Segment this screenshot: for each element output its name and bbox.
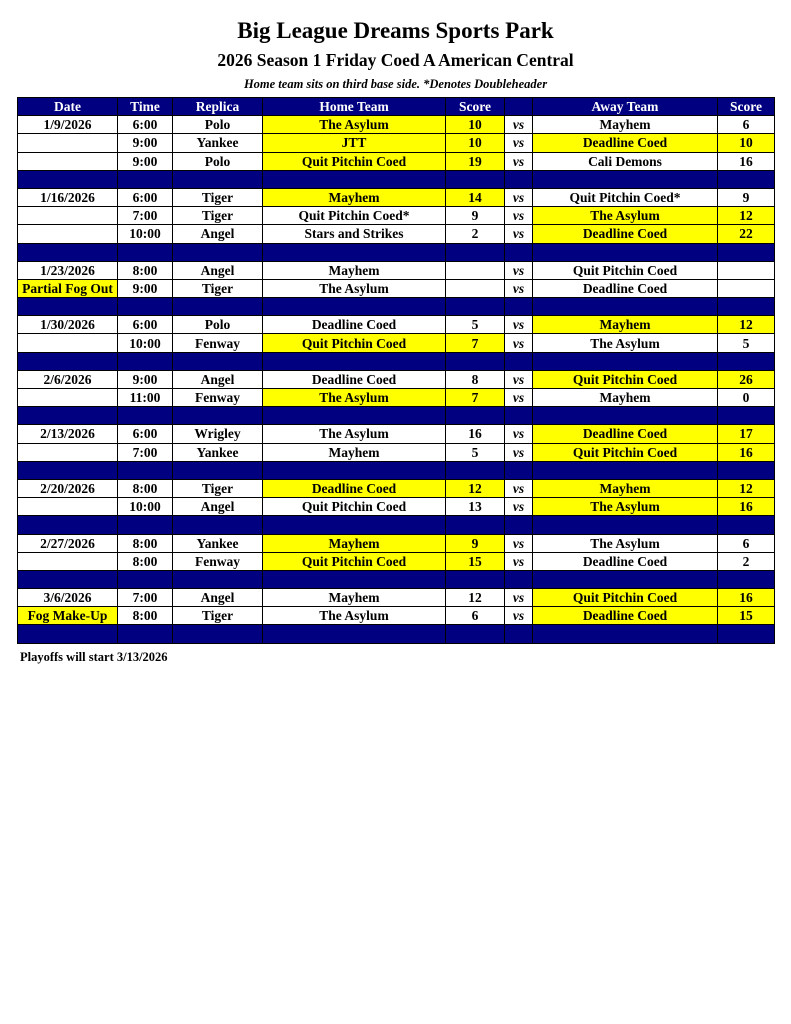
- separator-cell: [446, 298, 505, 316]
- cell-time: 9:00: [118, 134, 173, 152]
- cell-home-team: Deadline Coed: [263, 370, 446, 388]
- separator-cell: [505, 298, 533, 316]
- cell-vs: vs: [505, 370, 533, 388]
- separator-cell: [533, 570, 718, 588]
- cell-vs: vs: [505, 389, 533, 407]
- separator-cell: [18, 170, 118, 188]
- cell-home-score: 5: [446, 316, 505, 334]
- cell-replica: Angel: [173, 261, 263, 279]
- cell-replica: Fenway: [173, 334, 263, 352]
- separator-row: [18, 625, 775, 643]
- separator-cell: [118, 625, 173, 643]
- cell-time: 7:00: [118, 207, 173, 225]
- table-header-row: [18, 98, 775, 116]
- cell-date: 2/13/2026: [18, 425, 118, 443]
- cell-home-score: 16: [446, 425, 505, 443]
- column-header-time: Time: [118, 98, 173, 116]
- cell-home-score: 10: [446, 116, 505, 134]
- cell-date: 2/27/2026: [18, 534, 118, 552]
- cell-away-score: 26: [718, 370, 775, 388]
- separator-cell: [173, 170, 263, 188]
- cell-home-score: [446, 261, 505, 279]
- cell-time: 9:00: [118, 152, 173, 170]
- separator-cell: [533, 298, 718, 316]
- separator-cell: [118, 352, 173, 370]
- separator-cell: [118, 298, 173, 316]
- cell-vs: vs: [505, 279, 533, 297]
- separator-cell: [718, 461, 775, 479]
- cell-away-team: Quit Pitchin Coed: [533, 261, 718, 279]
- cell-home-team: Deadline Coed: [263, 479, 446, 497]
- cell-vs: vs: [505, 116, 533, 134]
- cell-home-team: The Asylum: [263, 279, 446, 297]
- playoffs-note: Playoffs will start 3/13/2026: [20, 650, 168, 664]
- cell-away-team: Mayhem: [533, 389, 718, 407]
- table-row: [18, 425, 775, 443]
- separator-cell: [446, 352, 505, 370]
- separator-cell: [446, 170, 505, 188]
- cell-home-score: 12: [446, 479, 505, 497]
- separator-cell: [505, 407, 533, 425]
- cell-away-team: Deadline Coed: [533, 225, 718, 243]
- cell-home-score: 19: [446, 152, 505, 170]
- separator-row: [18, 407, 775, 425]
- separator-cell: [173, 625, 263, 643]
- table-row: [18, 116, 775, 134]
- cell-vs: vs: [505, 334, 533, 352]
- cell-home-score: 15: [446, 552, 505, 570]
- separator-row: [18, 516, 775, 534]
- schedule-body: [18, 116, 775, 643]
- doubleheader-note: Home team sits on third base side. *Denotes Doubleheader: [243, 77, 548, 91]
- cell-home-team: Mayhem: [263, 188, 446, 206]
- cell-vs: vs: [505, 607, 533, 625]
- separator-cell: [718, 625, 775, 643]
- cell-away-score: 22: [718, 225, 775, 243]
- cell-time: 9:00: [118, 370, 173, 388]
- cell-replica: Yankee: [173, 534, 263, 552]
- cell-time: 9:00: [118, 279, 173, 297]
- separator-cell: [505, 352, 533, 370]
- page-title: Big League Dreams Sports Park: [237, 18, 554, 43]
- separator-cell: [263, 352, 446, 370]
- cell-date: [18, 334, 118, 352]
- separator-cell: [505, 516, 533, 534]
- cell-home-team: Mayhem: [263, 261, 446, 279]
- cell-away-team: Deadline Coed: [533, 134, 718, 152]
- cell-away-score: 16: [718, 498, 775, 516]
- cell-vs: vs: [505, 152, 533, 170]
- separator-cell: [18, 461, 118, 479]
- separator-cell: [263, 461, 446, 479]
- cell-date: Partial Fog Out: [18, 279, 118, 297]
- separator-cell: [18, 243, 118, 261]
- table-row: [18, 334, 775, 352]
- cell-vs: vs: [505, 498, 533, 516]
- table-row: [18, 370, 775, 388]
- separator-cell: [173, 243, 263, 261]
- cell-home-team: Quit Pitchin Coed: [263, 334, 446, 352]
- cell-date: 2/20/2026: [18, 479, 118, 497]
- separator-cell: [18, 516, 118, 534]
- cell-home-team: Mayhem: [263, 589, 446, 607]
- separator-cell: [18, 625, 118, 643]
- cell-vs: vs: [505, 134, 533, 152]
- cell-replica: Polo: [173, 116, 263, 134]
- page-subtitle: 2026 Season 1 Friday Coed A American Central: [217, 50, 574, 70]
- cell-home-team: The Asylum: [263, 116, 446, 134]
- cell-replica: Angel: [173, 498, 263, 516]
- cell-home-team: Quit Pitchin Coed*: [263, 207, 446, 225]
- cell-away-score: 9: [718, 188, 775, 206]
- cell-time: 10:00: [118, 334, 173, 352]
- cell-home-score: 9: [446, 534, 505, 552]
- separator-cell: [505, 243, 533, 261]
- cell-time: 10:00: [118, 498, 173, 516]
- separator-cell: [173, 570, 263, 588]
- cell-time: 11:00: [118, 389, 173, 407]
- cell-away-team: Quit Pitchin Coed*: [533, 188, 718, 206]
- cell-replica: Tiger: [173, 479, 263, 497]
- separator-cell: [446, 625, 505, 643]
- cell-date: Fog Make-Up: [18, 607, 118, 625]
- cell-replica: Polo: [173, 316, 263, 334]
- separator-cell: [173, 516, 263, 534]
- cell-away-team: Mayhem: [533, 479, 718, 497]
- cell-date: [18, 552, 118, 570]
- separator-row: [18, 352, 775, 370]
- separator-cell: [718, 516, 775, 534]
- separator-cell: [118, 570, 173, 588]
- cell-replica: Polo: [173, 152, 263, 170]
- cell-away-team: Deadline Coed: [533, 552, 718, 570]
- cell-home-score: 6: [446, 607, 505, 625]
- separator-cell: [18, 352, 118, 370]
- cell-home-score: 9: [446, 207, 505, 225]
- cell-date: [18, 443, 118, 461]
- cell-replica: Yankee: [173, 443, 263, 461]
- cell-vs: vs: [505, 534, 533, 552]
- cell-vs: vs: [505, 316, 533, 334]
- cell-date: [18, 389, 118, 407]
- table-row: [18, 552, 775, 570]
- separator-cell: [18, 298, 118, 316]
- cell-date: 1/16/2026: [18, 188, 118, 206]
- cell-replica: Angel: [173, 589, 263, 607]
- cell-away-score: 2: [718, 552, 775, 570]
- cell-time: 6:00: [118, 425, 173, 443]
- cell-home-score: 14: [446, 188, 505, 206]
- cell-away-team: Mayhem: [533, 316, 718, 334]
- table-row: [18, 316, 775, 334]
- column-header-away-score: Score: [718, 98, 775, 116]
- cell-home-team: Quit Pitchin Coed: [263, 552, 446, 570]
- cell-replica: Fenway: [173, 552, 263, 570]
- table-row: [18, 498, 775, 516]
- separator-row: [18, 570, 775, 588]
- cell-replica: Angel: [173, 370, 263, 388]
- separator-cell: [173, 407, 263, 425]
- separator-cell: [173, 352, 263, 370]
- column-header-away-team: Away Team: [533, 98, 718, 116]
- cell-away-score: 17: [718, 425, 775, 443]
- separator-cell: [263, 298, 446, 316]
- separator-cell: [533, 243, 718, 261]
- separator-cell: [446, 461, 505, 479]
- cell-away-score: 10: [718, 134, 775, 152]
- cell-away-score: [718, 261, 775, 279]
- separator-cell: [263, 407, 446, 425]
- cell-away-team: Mayhem: [533, 116, 718, 134]
- table-row: [18, 207, 775, 225]
- separator-row: [18, 170, 775, 188]
- column-header-home-team: Home Team: [263, 98, 446, 116]
- separator-cell: [173, 461, 263, 479]
- separator-cell: [118, 407, 173, 425]
- separator-row: [18, 461, 775, 479]
- cell-away-score: 0: [718, 389, 775, 407]
- cell-time: 8:00: [118, 534, 173, 552]
- cell-home-team: Mayhem: [263, 443, 446, 461]
- cell-time: 10:00: [118, 225, 173, 243]
- separator-cell: [718, 407, 775, 425]
- cell-away-team: Quit Pitchin Coed: [533, 589, 718, 607]
- separator-cell: [118, 170, 173, 188]
- cell-away-score: 5: [718, 334, 775, 352]
- cell-away-team: Deadline Coed: [533, 607, 718, 625]
- cell-away-score: 12: [718, 316, 775, 334]
- cell-away-team: Cali Demons: [533, 152, 718, 170]
- cell-home-team: Mayhem: [263, 534, 446, 552]
- separator-cell: [446, 570, 505, 588]
- cell-date: 1/23/2026: [18, 261, 118, 279]
- cell-vs: vs: [505, 552, 533, 570]
- table-row: [18, 589, 775, 607]
- table-row: [18, 188, 775, 206]
- cell-away-score: 16: [718, 152, 775, 170]
- table-row: [18, 389, 775, 407]
- cell-replica: Tiger: [173, 279, 263, 297]
- separator-cell: [505, 461, 533, 479]
- cell-home-score: [446, 279, 505, 297]
- separator-cell: [533, 407, 718, 425]
- cell-away-team: Quit Pitchin Coed: [533, 370, 718, 388]
- cell-time: 8:00: [118, 607, 173, 625]
- schedule-table: [17, 97, 775, 644]
- cell-home-team: The Asylum: [263, 607, 446, 625]
- cell-date: [18, 207, 118, 225]
- separator-cell: [533, 625, 718, 643]
- separator-cell: [718, 352, 775, 370]
- cell-replica: Yankee: [173, 134, 263, 152]
- column-header-vs: [505, 98, 533, 116]
- separator-cell: [18, 407, 118, 425]
- cell-vs: vs: [505, 443, 533, 461]
- cell-away-team: The Asylum: [533, 207, 718, 225]
- separator-cell: [505, 625, 533, 643]
- cell-away-team: The Asylum: [533, 498, 718, 516]
- cell-time: 6:00: [118, 188, 173, 206]
- cell-home-score: 12: [446, 589, 505, 607]
- cell-home-score: 5: [446, 443, 505, 461]
- separator-cell: [263, 170, 446, 188]
- separator-row: [18, 243, 775, 261]
- separator-cell: [718, 298, 775, 316]
- cell-home-score: 2: [446, 225, 505, 243]
- cell-vs: vs: [505, 479, 533, 497]
- separator-cell: [505, 170, 533, 188]
- cell-home-team: Quit Pitchin Coed: [263, 152, 446, 170]
- cell-away-score: 12: [718, 207, 775, 225]
- cell-date: [18, 498, 118, 516]
- cell-home-team: Quit Pitchin Coed: [263, 498, 446, 516]
- separator-cell: [446, 407, 505, 425]
- separator-cell: [718, 243, 775, 261]
- table-row: [18, 607, 775, 625]
- cell-home-score: 7: [446, 389, 505, 407]
- cell-away-score: 16: [718, 443, 775, 461]
- cell-away-team: Deadline Coed: [533, 279, 718, 297]
- table-row: [18, 279, 775, 297]
- cell-away-team: The Asylum: [533, 534, 718, 552]
- separator-cell: [718, 570, 775, 588]
- cell-date: 2/6/2026: [18, 370, 118, 388]
- column-header-replica: Replica: [173, 98, 263, 116]
- cell-home-team: Stars and Strikes: [263, 225, 446, 243]
- table-row: [18, 261, 775, 279]
- cell-date: 3/6/2026: [18, 589, 118, 607]
- cell-home-team: The Asylum: [263, 389, 446, 407]
- cell-time: 7:00: [118, 443, 173, 461]
- cell-vs: vs: [505, 425, 533, 443]
- cell-home-score: 13: [446, 498, 505, 516]
- separator-cell: [533, 170, 718, 188]
- separator-cell: [533, 352, 718, 370]
- cell-replica: Wrigley: [173, 425, 263, 443]
- cell-home-score: 8: [446, 370, 505, 388]
- cell-replica: Fenway: [173, 389, 263, 407]
- separator-cell: [263, 570, 446, 588]
- cell-replica: Tiger: [173, 607, 263, 625]
- cell-replica: Angel: [173, 225, 263, 243]
- cell-vs: vs: [505, 261, 533, 279]
- cell-away-score: 12: [718, 479, 775, 497]
- cell-replica: Tiger: [173, 188, 263, 206]
- cell-home-team: Deadline Coed: [263, 316, 446, 334]
- separator-cell: [18, 570, 118, 588]
- separator-cell: [118, 243, 173, 261]
- table-row: [18, 134, 775, 152]
- cell-date: 1/9/2026: [18, 116, 118, 134]
- cell-home-team: The Asylum: [263, 425, 446, 443]
- cell-time: 7:00: [118, 589, 173, 607]
- cell-away-team: Deadline Coed: [533, 425, 718, 443]
- cell-date: 1/30/2026: [18, 316, 118, 334]
- cell-away-score: [718, 279, 775, 297]
- cell-time: 8:00: [118, 479, 173, 497]
- separator-cell: [173, 298, 263, 316]
- separator-cell: [263, 243, 446, 261]
- separator-cell: [505, 570, 533, 588]
- cell-away-score: 15: [718, 607, 775, 625]
- cell-home-score: 10: [446, 134, 505, 152]
- separator-cell: [533, 516, 718, 534]
- table-row: [18, 534, 775, 552]
- separator-cell: [263, 516, 446, 534]
- separator-cell: [718, 170, 775, 188]
- table-row: [18, 152, 775, 170]
- cell-away-score: 6: [718, 116, 775, 134]
- separator-cell: [118, 516, 173, 534]
- cell-away-team: The Asylum: [533, 334, 718, 352]
- cell-date: [18, 152, 118, 170]
- table-row: [18, 479, 775, 497]
- separator-cell: [533, 461, 718, 479]
- column-header-date: Date: [18, 98, 118, 116]
- cell-vs: vs: [505, 188, 533, 206]
- separator-cell: [263, 625, 446, 643]
- table-row: [18, 443, 775, 461]
- cell-replica: Tiger: [173, 207, 263, 225]
- cell-time: 8:00: [118, 261, 173, 279]
- separator-cell: [446, 516, 505, 534]
- cell-away-team: Quit Pitchin Coed: [533, 443, 718, 461]
- cell-away-score: 16: [718, 589, 775, 607]
- cell-home-score: 7: [446, 334, 505, 352]
- cell-date: [18, 134, 118, 152]
- column-header-home-score: Score: [446, 98, 505, 116]
- separator-row: [18, 298, 775, 316]
- separator-cell: [118, 461, 173, 479]
- table-row: [18, 225, 775, 243]
- cell-home-team: JTT: [263, 134, 446, 152]
- cell-vs: vs: [505, 225, 533, 243]
- cell-vs: vs: [505, 207, 533, 225]
- cell-time: 8:00: [118, 552, 173, 570]
- cell-time: 6:00: [118, 316, 173, 334]
- cell-away-score: 6: [718, 534, 775, 552]
- separator-cell: [446, 243, 505, 261]
- cell-time: 6:00: [118, 116, 173, 134]
- cell-vs: vs: [505, 589, 533, 607]
- cell-date: [18, 225, 118, 243]
